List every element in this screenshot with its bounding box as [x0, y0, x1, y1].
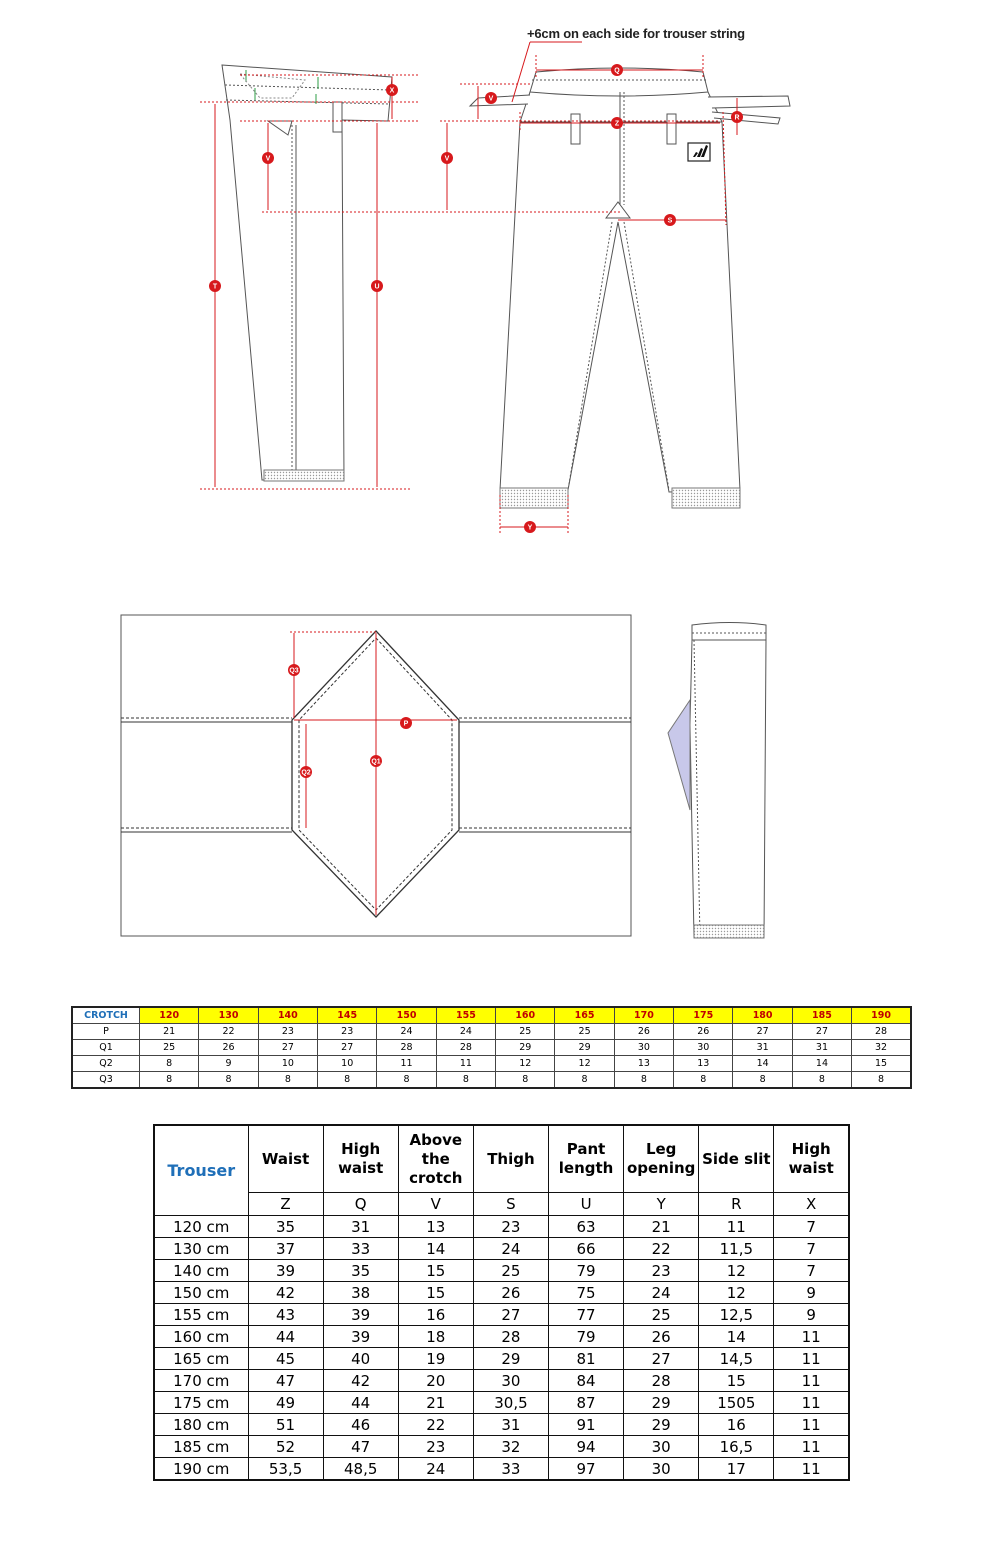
- trouser-cell: 7: [774, 1216, 849, 1238]
- crotch-size-header: 145: [318, 1007, 377, 1024]
- svg-text:Q: Q: [614, 67, 620, 75]
- trouser-measure-code: Q: [323, 1193, 398, 1216]
- trouser-code-row: [154, 1193, 849, 1216]
- crotch-cell: 31: [733, 1040, 792, 1056]
- trouser-cell: 81: [549, 1348, 624, 1370]
- crotch-size-header: 140: [258, 1007, 317, 1024]
- crotch-size-table: [71, 1006, 912, 1089]
- crotch-cell: 30: [674, 1040, 733, 1056]
- trouser-cell: 9: [774, 1282, 849, 1304]
- measure-marker-v-side: [262, 152, 274, 164]
- trouser-column-header: [774, 1125, 849, 1193]
- trouser-cell: 7: [774, 1260, 849, 1282]
- svg-text:Q1: Q1: [371, 758, 381, 766]
- trouser-cell: 77: [549, 1304, 624, 1326]
- trouser-size-row: [154, 1282, 849, 1304]
- svg-text:Q2: Q2: [301, 769, 311, 777]
- crotch-cell: 8: [258, 1072, 317, 1089]
- trouser-size-row: [154, 1238, 849, 1260]
- trouser-cell: 63: [549, 1216, 624, 1238]
- measure-marker-y: [524, 521, 536, 533]
- trouser-column-header: [624, 1125, 699, 1193]
- crotch-cell: 25: [555, 1024, 614, 1040]
- trouser-size-table: [153, 1124, 850, 1481]
- trouser-cell: 11: [774, 1348, 849, 1370]
- trouser-cell: 23: [624, 1260, 699, 1282]
- trouser-cell: 29: [624, 1414, 699, 1436]
- trouser-cell: 15: [398, 1260, 473, 1282]
- header-line: opening: [626, 1159, 696, 1177]
- trouser-cell: 31: [323, 1216, 398, 1238]
- crotch-size-header: 130: [199, 1007, 258, 1024]
- measure-marker-q: [611, 64, 623, 76]
- trouser-size-label: 155 cm: [154, 1304, 248, 1326]
- trouser-size-label: 160 cm: [154, 1326, 248, 1348]
- trouser-column-header: [473, 1125, 548, 1193]
- crotch-size-header: 120: [140, 1007, 199, 1024]
- crotch-cell: 8: [140, 1056, 199, 1072]
- crotch-row: [72, 1072, 911, 1089]
- trouser-cell: 26: [624, 1326, 699, 1348]
- trouser-cell: 24: [398, 1458, 473, 1481]
- trouser-size-label: 190 cm: [154, 1458, 248, 1481]
- trouser-size-row: [154, 1304, 849, 1326]
- crotch-cell: 27: [318, 1040, 377, 1056]
- trouser-cell: 24: [624, 1282, 699, 1304]
- trouser-size-label: 150 cm: [154, 1282, 248, 1304]
- trouser-column-header: [699, 1125, 774, 1193]
- trouser-cell: 39: [323, 1326, 398, 1348]
- trouser-cell: 19: [398, 1348, 473, 1370]
- trouser-cell: 14,5: [699, 1348, 774, 1370]
- trouser-cell: 31: [473, 1414, 548, 1436]
- crotch-cell: 14: [733, 1056, 792, 1072]
- trouser-size-label: 120 cm: [154, 1216, 248, 1238]
- trouser-cell: 23: [473, 1216, 548, 1238]
- trouser-cell: 12: [699, 1260, 774, 1282]
- trouser-cell: 87: [549, 1392, 624, 1414]
- trouser-cell: 37: [248, 1238, 323, 1260]
- trouser-cell: 84: [549, 1370, 624, 1392]
- crotch-cell: 8: [555, 1072, 614, 1089]
- crotch-cell: 24: [377, 1024, 436, 1040]
- svg-text:R: R: [734, 114, 740, 122]
- trouser-size-label: 130 cm: [154, 1238, 248, 1260]
- trouser-cell: 47: [248, 1370, 323, 1392]
- crotch-cell: 8: [674, 1072, 733, 1089]
- trouser-column-header: [398, 1125, 473, 1193]
- measure-marker-z: [611, 117, 623, 129]
- crotch-cell: 29: [555, 1040, 614, 1056]
- crotch-size-header: 190: [852, 1007, 911, 1024]
- trouser-cell: 13: [398, 1216, 473, 1238]
- crotch-cell: 27: [792, 1024, 851, 1040]
- measure-marker-x: [386, 84, 398, 96]
- trouser-corner-label: Trouser: [154, 1125, 248, 1216]
- trouser-size-label: 180 cm: [154, 1414, 248, 1436]
- measure-marker-q2: [300, 766, 312, 778]
- crotch-cell: 26: [614, 1024, 673, 1040]
- trouser-header-row: [154, 1125, 849, 1193]
- crotch-cell: 31: [792, 1040, 851, 1056]
- crotch-header-label: CROTCH: [72, 1007, 140, 1024]
- crotch-cell: 15: [852, 1056, 911, 1072]
- trouser-cell: 17: [699, 1458, 774, 1481]
- crotch-size-header: 180: [733, 1007, 792, 1024]
- trouser-cell: 20: [398, 1370, 473, 1392]
- crotch-cell: 8: [140, 1072, 199, 1089]
- header-line: length: [558, 1159, 614, 1177]
- trouser-cell: 29: [624, 1392, 699, 1414]
- header-line: High: [341, 1140, 381, 1158]
- trouser-measure-code: X: [774, 1193, 849, 1216]
- trouser-cell: 35: [323, 1260, 398, 1282]
- crotch-cell: 8: [852, 1072, 911, 1089]
- crotch-row-label: Q2: [72, 1056, 140, 1072]
- crotch-cell: 14: [792, 1056, 851, 1072]
- trouser-cell: 51: [248, 1414, 323, 1436]
- trouser-cell: 94: [549, 1436, 624, 1458]
- crotch-size-header: 185: [792, 1007, 851, 1024]
- crotch-row-label: P: [72, 1024, 140, 1040]
- trouser-cell: 11: [774, 1326, 849, 1348]
- crotch-cell: 25: [496, 1024, 555, 1040]
- trouser-cell: 38: [323, 1282, 398, 1304]
- trouser-size-row: [154, 1216, 849, 1238]
- trouser-cell: 44: [248, 1326, 323, 1348]
- measure-marker-r: [731, 111, 743, 123]
- trouser-size-label: 170 cm: [154, 1370, 248, 1392]
- trouser-measure-code: Y: [624, 1193, 699, 1216]
- crotch-cell: 12: [555, 1056, 614, 1072]
- svg-text:V: V: [488, 95, 494, 103]
- measure-marker-v-front: [441, 152, 453, 164]
- trouser-cell: 35: [248, 1216, 323, 1238]
- trouser-column-header: [323, 1125, 398, 1193]
- trouser-cell: 75: [549, 1282, 624, 1304]
- crotch-cell: 9: [199, 1056, 258, 1072]
- trouser-cell: 16,5: [699, 1436, 774, 1458]
- trouser-cell: 79: [549, 1326, 624, 1348]
- crotch-cell: 8: [199, 1072, 258, 1089]
- trouser-cell: 28: [473, 1326, 548, 1348]
- crotch-cell: 13: [674, 1056, 733, 1072]
- trouser-cell: 7: [774, 1238, 849, 1260]
- header-line: Thigh: [487, 1149, 535, 1168]
- crotch-cell: 8: [496, 1072, 555, 1089]
- crotch-row: [72, 1040, 911, 1056]
- trouser-technical-drawing: [0, 0, 1000, 560]
- trouser-cell: 11: [774, 1436, 849, 1458]
- trouser-cell: 9: [774, 1304, 849, 1326]
- crotch-cell: 21: [140, 1024, 199, 1040]
- crotch-size-header: 165: [555, 1007, 614, 1024]
- crotch-row: [72, 1024, 911, 1040]
- trouser-size-row: [154, 1348, 849, 1370]
- three-stripes-logo: [688, 143, 710, 161]
- trouser-cell: 11: [774, 1414, 849, 1436]
- trouser-cell: 48,5: [323, 1458, 398, 1481]
- crotch-cell: 30: [614, 1040, 673, 1056]
- trouser-cell: 33: [323, 1238, 398, 1260]
- trouser-size-label: 165 cm: [154, 1348, 248, 1370]
- trouser-measure-code: Z: [248, 1193, 323, 1216]
- svg-text:X: X: [389, 87, 395, 95]
- crotch-size-header: 155: [436, 1007, 495, 1024]
- svg-text:Z: Z: [614, 120, 620, 128]
- svg-text:V: V: [265, 155, 271, 163]
- trouser-size-row: [154, 1414, 849, 1436]
- crotch-size-header: 160: [496, 1007, 555, 1024]
- crotch-cell: 10: [318, 1056, 377, 1072]
- trouser-cell: 28: [624, 1370, 699, 1392]
- trouser-cell: 53,5: [248, 1458, 323, 1481]
- front-view-trouser: [470, 68, 790, 508]
- crotch-cell: 8: [318, 1072, 377, 1089]
- trouser-cell: 39: [323, 1304, 398, 1326]
- crotch-row-label: Q3: [72, 1072, 140, 1089]
- crotch-cell: 28: [377, 1040, 436, 1056]
- header-line: High: [791, 1140, 831, 1158]
- crotch-cell: 11: [377, 1056, 436, 1072]
- trouser-cell: 32: [473, 1436, 548, 1458]
- trouser-measure-code: S: [473, 1193, 548, 1216]
- trouser-cell: 11: [699, 1216, 774, 1238]
- crotch-cell: 11: [436, 1056, 495, 1072]
- trouser-measure-code: R: [699, 1193, 774, 1216]
- crotch-cell: 8: [377, 1072, 436, 1089]
- header-line: Leg: [645, 1140, 677, 1158]
- trouser-cell: 97: [549, 1458, 624, 1481]
- trouser-cell: 11: [774, 1370, 849, 1392]
- trouser-cell: 22: [624, 1238, 699, 1260]
- trouser-cell: 14: [398, 1238, 473, 1260]
- trouser-cell: 24: [473, 1238, 548, 1260]
- trouser-cell: 91: [549, 1414, 624, 1436]
- svg-text:S: S: [667, 217, 673, 225]
- crotch-cell: 10: [258, 1056, 317, 1072]
- crotch-row-label: Q1: [72, 1040, 140, 1056]
- header-line: waist: [788, 1159, 834, 1177]
- trouser-cell: 25: [473, 1260, 548, 1282]
- trouser-string-note: +6cm on each side for trouser string: [527, 26, 745, 41]
- trouser-cell: 12: [699, 1282, 774, 1304]
- trouser-measure-code: V: [398, 1193, 473, 1216]
- svg-text:Q3: Q3: [289, 667, 299, 675]
- crotch-cell: 8: [792, 1072, 851, 1089]
- side-profile-with-gusset: [668, 623, 766, 939]
- crotch-cell: 23: [318, 1024, 377, 1040]
- trouser-cell: 23: [398, 1436, 473, 1458]
- crotch-cell: 27: [258, 1040, 317, 1056]
- svg-text:Y: Y: [527, 524, 533, 532]
- crotch-cell: 8: [436, 1072, 495, 1089]
- trouser-measure-code: U: [549, 1193, 624, 1216]
- trouser-cell: 47: [323, 1436, 398, 1458]
- trouser-size-row: [154, 1260, 849, 1282]
- crotch-cell: 28: [852, 1024, 911, 1040]
- crotch-cell: 32: [852, 1040, 911, 1056]
- trouser-cell: 44: [323, 1392, 398, 1414]
- measure-marker-t: [209, 280, 221, 292]
- crotch-cell: 28: [436, 1040, 495, 1056]
- trouser-cell: 22: [398, 1414, 473, 1436]
- crotch-cell: 22: [199, 1024, 258, 1040]
- trouser-size-label: 140 cm: [154, 1260, 248, 1282]
- trouser-size-row: [154, 1326, 849, 1348]
- trouser-cell: 49: [248, 1392, 323, 1414]
- trouser-cell: 15: [699, 1370, 774, 1392]
- trouser-cell: 30,5: [473, 1392, 548, 1414]
- trouser-cell: 79: [549, 1260, 624, 1282]
- trouser-size-row: [154, 1436, 849, 1458]
- trouser-cell: 39: [248, 1260, 323, 1282]
- header-line: Side slit: [702, 1149, 771, 1168]
- header-line: Waist: [261, 1149, 310, 1168]
- trouser-cell: 52: [248, 1436, 323, 1458]
- trouser-cell: 27: [624, 1348, 699, 1370]
- crotch-cell: 24: [436, 1024, 495, 1040]
- trouser-cell: 21: [398, 1392, 473, 1414]
- trouser-cell: 30: [473, 1370, 548, 1392]
- trouser-cell: 11,5: [699, 1238, 774, 1260]
- header-line: the: [421, 1149, 450, 1168]
- measure-marker-u: [371, 280, 383, 292]
- trouser-column-header: [248, 1125, 323, 1193]
- trouser-size-row: [154, 1458, 849, 1481]
- trouser-cell: 16: [398, 1304, 473, 1326]
- crotch-header-row: [72, 1007, 911, 1024]
- trouser-cell: 12,5: [699, 1304, 774, 1326]
- trouser-cell: 26: [473, 1282, 548, 1304]
- crotch-size-header: 150: [377, 1007, 436, 1024]
- trouser-size-label: 175 cm: [154, 1392, 248, 1414]
- trouser-cell: 40: [323, 1348, 398, 1370]
- trouser-cell: 15: [398, 1282, 473, 1304]
- crotch-row: [72, 1056, 911, 1072]
- header-line: Above: [409, 1130, 463, 1149]
- trouser-cell: 27: [473, 1304, 548, 1326]
- crotch-size-header: 170: [614, 1007, 673, 1024]
- crotch-cell: 13: [614, 1056, 673, 1072]
- trouser-cell: 33: [473, 1458, 548, 1481]
- crotch-cell: 26: [674, 1024, 733, 1040]
- crotch-cell: 8: [733, 1072, 792, 1089]
- crotch-cell: 29: [496, 1040, 555, 1056]
- trouser-cell: 11: [774, 1392, 849, 1414]
- svg-text:V: V: [444, 155, 450, 163]
- header-line: waist: [338, 1159, 384, 1177]
- crotch-cell: 23: [258, 1024, 317, 1040]
- trouser-cell: 43: [248, 1304, 323, 1326]
- crotch-size-header: 175: [674, 1007, 733, 1024]
- trouser-cell: 42: [248, 1282, 323, 1304]
- trouser-cell: 11: [774, 1458, 849, 1481]
- trouser-cell: 21: [624, 1216, 699, 1238]
- trouser-cell: 16: [699, 1414, 774, 1436]
- trouser-cell: 45: [248, 1348, 323, 1370]
- svg-text:P: P: [403, 720, 409, 728]
- crotch-cell: 8: [614, 1072, 673, 1089]
- trouser-size-row: [154, 1370, 849, 1392]
- crotch-gusset-drawing: [0, 600, 1000, 950]
- measure-marker-p: [400, 717, 412, 729]
- measure-marker-v-front-top: [485, 92, 497, 104]
- header-line: crotch: [409, 1168, 463, 1187]
- trouser-column-header: [549, 1125, 624, 1193]
- side-view-trouser: [222, 65, 392, 481]
- trouser-cell: 66: [549, 1238, 624, 1260]
- measure-marker-s: [664, 214, 676, 226]
- svg-text:T: T: [212, 283, 218, 291]
- trouser-cell: 29: [473, 1348, 548, 1370]
- trouser-cell: 46: [323, 1414, 398, 1436]
- crotch-cell: 25: [140, 1040, 199, 1056]
- trouser-cell: 1505: [699, 1392, 774, 1414]
- crotch-cell: 27: [733, 1024, 792, 1040]
- trouser-cell: 25: [624, 1304, 699, 1326]
- trouser-cell: 30: [624, 1436, 699, 1458]
- trouser-size-row: [154, 1392, 849, 1414]
- crotch-cell: 12: [496, 1056, 555, 1072]
- measure-marker-q1: [370, 755, 382, 767]
- header-line: Pant: [566, 1140, 606, 1158]
- trouser-cell: 42: [323, 1370, 398, 1392]
- trouser-cell: 18: [398, 1326, 473, 1348]
- crotch-cell: 26: [199, 1040, 258, 1056]
- trouser-size-label: 185 cm: [154, 1436, 248, 1458]
- trouser-cell: 14: [699, 1326, 774, 1348]
- measure-marker-q3: [288, 664, 300, 676]
- trouser-cell: 30: [624, 1458, 699, 1481]
- svg-text:U: U: [374, 283, 380, 291]
